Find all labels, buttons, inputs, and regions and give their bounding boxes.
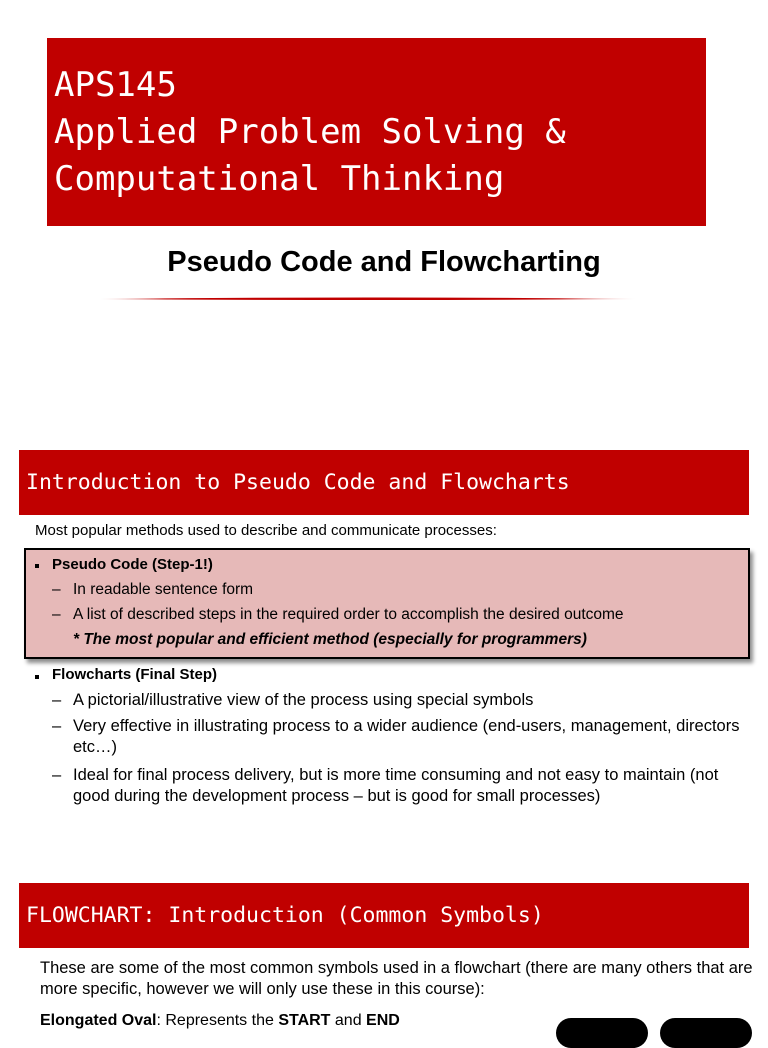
symbols-intro-text: These are some of the most common symbols used in a flowchart (there are many others that are more specific, however we will only use these in this course):: [40, 959, 753, 998]
bullet-icon: [35, 564, 39, 568]
intro-text: Most popular methods used to describe and communicate processes:: [35, 522, 497, 539]
course-code: APS145: [54, 65, 177, 105]
decorative-underline: [100, 296, 640, 301]
flowchart-item-3: Ideal for final process delivery, but is more time consuming and not easy to maintain (not good during the development process – but is good for small processes): [73, 766, 719, 805]
start-oval-symbol: [556, 1018, 648, 1048]
dash-icon: –: [52, 581, 61, 598]
section-header-symbols: FLOWCHART: Introduction (Common Symbols): [19, 883, 749, 948]
dash-icon: –: [52, 691, 62, 709]
oval-term: Elongated Oval: [40, 1012, 157, 1029]
pseudo-code-title: Pseudo Code (Step-1!): [52, 556, 213, 573]
dash-icon: –: [52, 606, 61, 623]
oval-start-word: START: [278, 1012, 331, 1029]
section-header-intro: Introduction to Pseudo Code and Flowcharts: [19, 450, 749, 515]
dash-icon: –: [52, 717, 62, 735]
slide-title-box: [47, 38, 706, 226]
oval-desc-prefix: : Represents the: [156, 1012, 279, 1029]
course-title-line-2: Computational Thinking: [54, 159, 505, 199]
course-title-line-1: Applied Problem Solving &: [54, 112, 566, 152]
dash-icon: –: [52, 766, 62, 784]
slide-subtitle: Pseudo Code and Flowcharting: [167, 246, 601, 278]
end-oval-symbol: [660, 1018, 752, 1048]
pseudo-item-2: A list of described steps in the required order to accomplish the desired outcome: [73, 606, 624, 623]
oval-description: [40, 1012, 400, 1030]
pseudo-note: * The most popular and efficient method (especially for programmers): [73, 631, 587, 648]
bullet-icon: [35, 675, 39, 679]
oval-end-word: END: [366, 1012, 400, 1029]
flowcharts-title: Flowcharts (Final Step): [52, 666, 218, 683]
pseudo-item-1: In readable sentence form: [73, 581, 254, 598]
flowchart-item-1: A pictorial/illustrative view of the process using special symbols: [73, 691, 534, 709]
flowchart-item-2: Very effective in illustrating process to a wider audience (end-users, management, directors etc…): [73, 717, 740, 756]
oval-and-word: and: [330, 1012, 367, 1029]
